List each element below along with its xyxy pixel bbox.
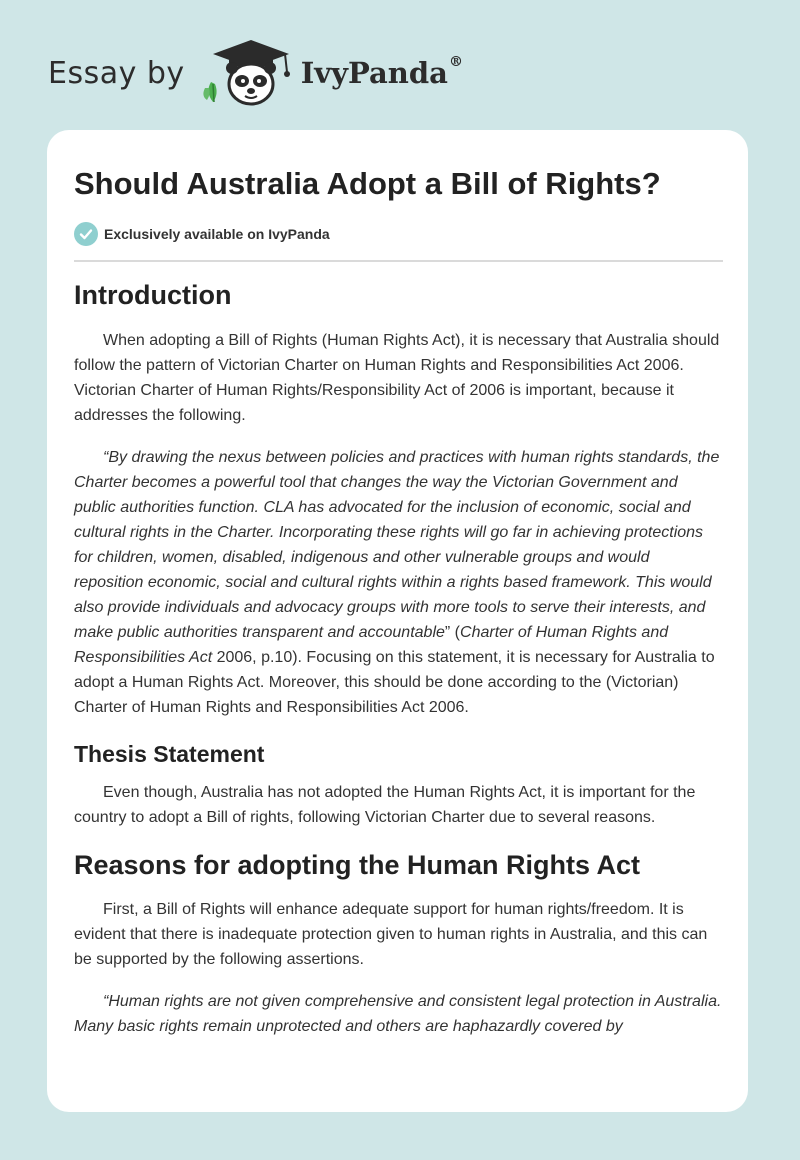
panda-graduate-icon[interactable] — [201, 38, 297, 108]
essay-card — [47, 130, 748, 1112]
reasons-paragraph: First, a Bill of Rights will enhance adequate support for human rights/freedom. It is evident that there is inadequate protection given to human rights in Australia, and this can be supported by the following assertions. — [74, 901, 708, 968]
citation-rest: 2006, p.10). Focusing on this statement, it is necessary for Australia to adopt a Human Rights Act. Moreover, this should be done according to the (Victorian) Charter of Human Rights and Responsibilities Act 2006. — [74, 649, 715, 716]
title-divider — [74, 260, 723, 262]
intro-paragraph: When adopting a Bill of Rights (Human Rights Act), it is necessary that Australia should follow the pattern of Victorian Charter on Human Rights and Responsibilities Act 2006. Victorian Charter of Human Rights/Responsibility Act of 2006 is important, because it addresses the following. — [74, 332, 720, 424]
exclusive-label: Exclusively available on IvyPanda — [104, 226, 330, 242]
charter-quote — [74, 445, 723, 720]
brand-name[interactable] — [301, 56, 463, 90]
checkmark-icon — [74, 222, 98, 246]
essay-by-label: Essay by — [48, 55, 185, 91]
quote-close: ” ( — [444, 624, 461, 641]
section-heading-introduction: Introduction — [74, 280, 232, 310]
site-header — [48, 38, 463, 108]
brand-text: IvyPanda — [300, 56, 448, 90]
citation-title: Charter of Human Rights and Responsibilities Act — [74, 624, 669, 666]
registered-mark: ® — [448, 54, 463, 71]
thesis-paragraph: Even though, Australia has not adopted the Human Rights Act, it is important for the country to adopt a Bill of rights, following Victorian Charter due to several reasons. — [74, 784, 696, 826]
section-heading-reasons: Reasons for adopting the Human Rights Act — [74, 850, 641, 880]
page-title: Should Australia Adopt a Bill of Rights? — [74, 166, 661, 201]
article-content — [74, 280, 723, 1039]
human-rights-quote: “Human rights are not given comprehensive and consistent legal protection in Australia. Many basic rights remain unprotected and others are haphazardly covered by — [74, 993, 722, 1035]
exclusive-badge — [74, 222, 330, 246]
section-heading-thesis: Thesis Statement — [74, 741, 265, 767]
quote-text: “By drawing the nexus between policies and practices with human rights standards, the Charter becomes a powerful tool that changes the way the Victorian Government and public authorities function. CLA has advocated for the inclusion of economic, social and cultural rights in the Charter. Incorporating these rights will go far in achieving protections for children, women, disabled, indigenous and other vulnerable groups and would reposition economic, social and cultural rights within a rights based framework. This would also provide individuals and advocacy groups with more tools to serve their interests, and make public authorities transparent and accountable — [74, 449, 720, 641]
